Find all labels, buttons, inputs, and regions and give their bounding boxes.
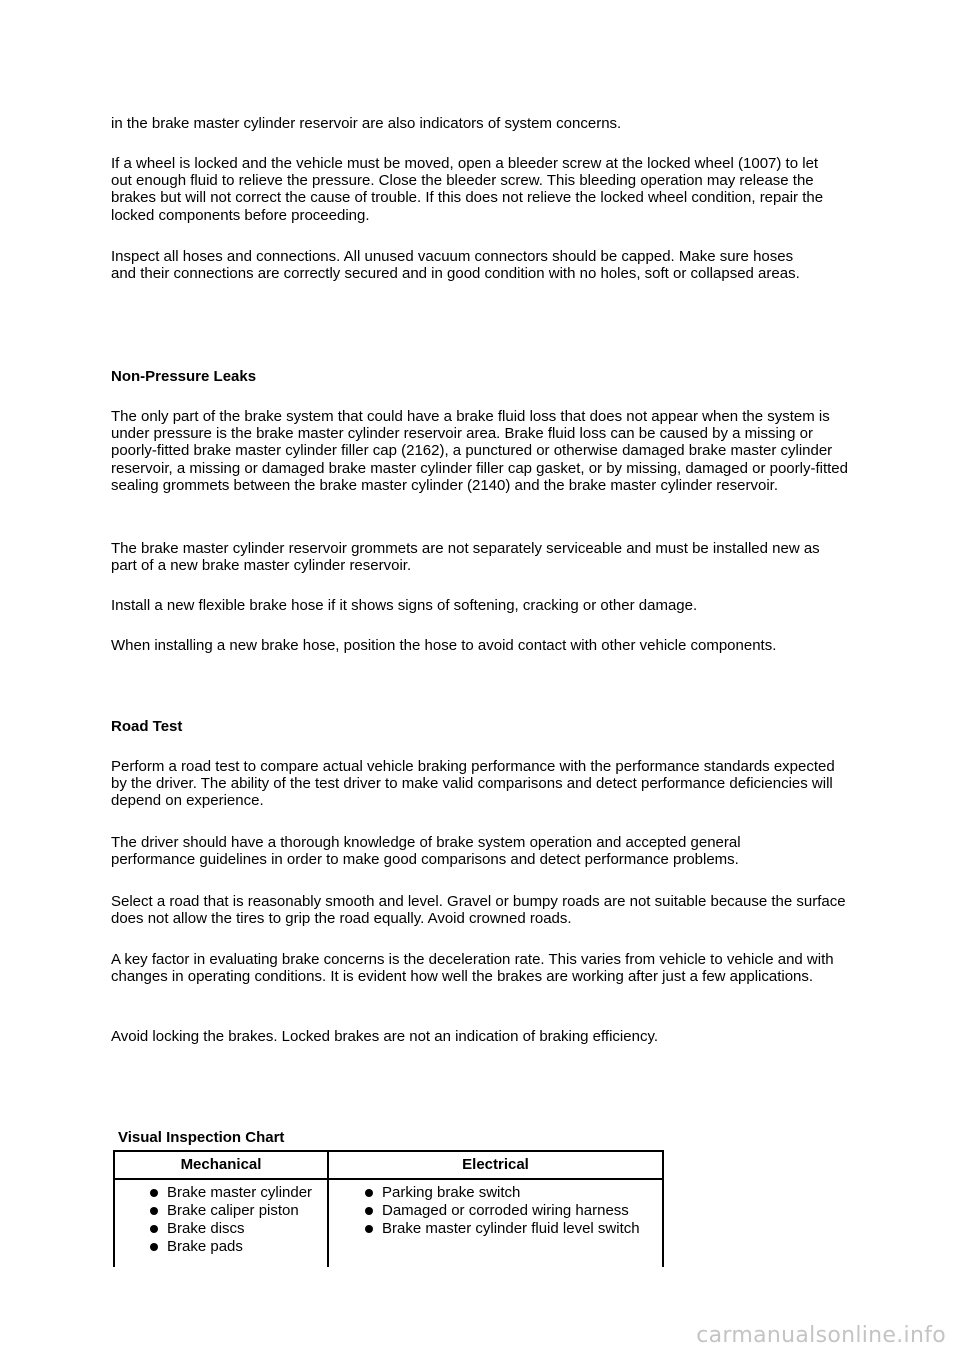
- column-header-electrical: Electrical: [462, 1156, 529, 1173]
- list-item: [365, 1184, 640, 1202]
- paragraph: Select a road that is reasonably smooth and level. Gravel or bumpy roads are not suitable because the surface does not allow the tires to grip the road equally. Avoid crowned roads.: [111, 893, 846, 928]
- bullet-icon: [150, 1225, 158, 1233]
- paragraph: The only part of the brake system that could have a brake fluid loss that does not appear when the system is under pressure is the brake master cylinder reservoir area. Brake fluid loss can be caused by a missing or poorly-fitted brake master cylinder filler cap (2162), a punctured or otherwise damaged brake master cylinder reservoir, a missing or damaged brake master cylinder filler cap gasket, or by missing, damaged or poorly-fitted sealing grommets between the brake master cylinder (2140) and the brake master cylinder reservoir.: [111, 408, 848, 494]
- bullet-icon: [150, 1207, 158, 1215]
- list-item-label: Damaged or corroded wiring harness: [382, 1202, 629, 1219]
- paragraph: If a wheel is locked and the vehicle must be moved, open a bleeder screw at the locked wheel (1007) to let out enough fluid to relieve the pressure. Close the bleeder screw. This bleeding operation may release the brakes but will not correct the cause of trouble. If this does not relieve the locked wheel condition, repair the locked components before proceeding.: [111, 155, 824, 224]
- paragraph: Perform a road test to compare actual vehicle braking performance with the performance standards expected by the driver. The ability of the test driver to make valid comparisons and detect performance deficiencies will depend on experience.: [111, 758, 835, 810]
- list-item: [150, 1202, 312, 1220]
- list-item-label: Brake master cylinder fluid level switch: [382, 1220, 640, 1237]
- paragraph: A key factor in evaluating brake concerns is the deceleration rate. This varies from vehicle to vehicle and with changes in operating conditions. It is evident how well the brakes are working after just a few applications.: [111, 951, 834, 986]
- paragraph: Install a new flexible brake hose if it shows signs of softening, cracking or other damage.: [111, 597, 698, 614]
- paragraph: The driver should have a thorough knowledge of brake system operation and accepted general performance guidelines in order to make good comparisons and detect performance problems.: [111, 834, 741, 869]
- list-item: [150, 1238, 312, 1256]
- bullet-icon: [365, 1207, 373, 1215]
- mechanical-list: [150, 1184, 312, 1256]
- bullet-icon: [365, 1225, 373, 1233]
- list-item: [365, 1220, 640, 1238]
- table-right-border: [662, 1150, 664, 1267]
- paragraph: Avoid locking the brakes. Locked brakes are not an indication of braking efficiency.: [111, 1028, 658, 1045]
- list-item: [150, 1184, 312, 1202]
- bullet-icon: [365, 1189, 373, 1197]
- list-item-label: Brake pads: [167, 1238, 243, 1255]
- paragraph: Inspect all hoses and connections. All unused vacuum connectors should be capped. Make sure hoses and their connections are correctly secured and in good condition with no holes, soft or collapsed areas.: [111, 248, 800, 283]
- table-header-border: [113, 1178, 664, 1180]
- list-item: [150, 1220, 312, 1238]
- section-heading-road-test: Road Test: [111, 718, 183, 735]
- bullet-icon: [150, 1243, 158, 1251]
- visual-inspection-table: [113, 1150, 664, 1267]
- paragraph: The brake master cylinder reservoir grommets are not separately serviceable and must be installed new as part of a new brake master cylinder reservoir.: [111, 540, 820, 575]
- list-item-label: Brake discs: [167, 1220, 245, 1237]
- list-item-label: Brake caliper piston: [167, 1202, 299, 1219]
- list-item-label: Parking brake switch: [382, 1184, 521, 1201]
- column-header-mechanical: Mechanical: [180, 1156, 262, 1173]
- paragraph: When installing a new brake hose, position the hose to avoid contact with other vehicle components.: [111, 637, 777, 654]
- section-heading-non-pressure-leaks: Non-Pressure Leaks: [111, 368, 257, 385]
- paragraph: in the brake master cylinder reservoir are also indicators of system concerns.: [111, 115, 622, 132]
- list-item: [365, 1202, 640, 1220]
- bullet-icon: [150, 1189, 158, 1197]
- watermark: carmanualsonline.info: [696, 1323, 946, 1348]
- electrical-list: [365, 1184, 640, 1238]
- list-item-label: Brake master cylinder: [167, 1184, 313, 1201]
- chart-caption: Visual Inspection Chart: [118, 1129, 285, 1146]
